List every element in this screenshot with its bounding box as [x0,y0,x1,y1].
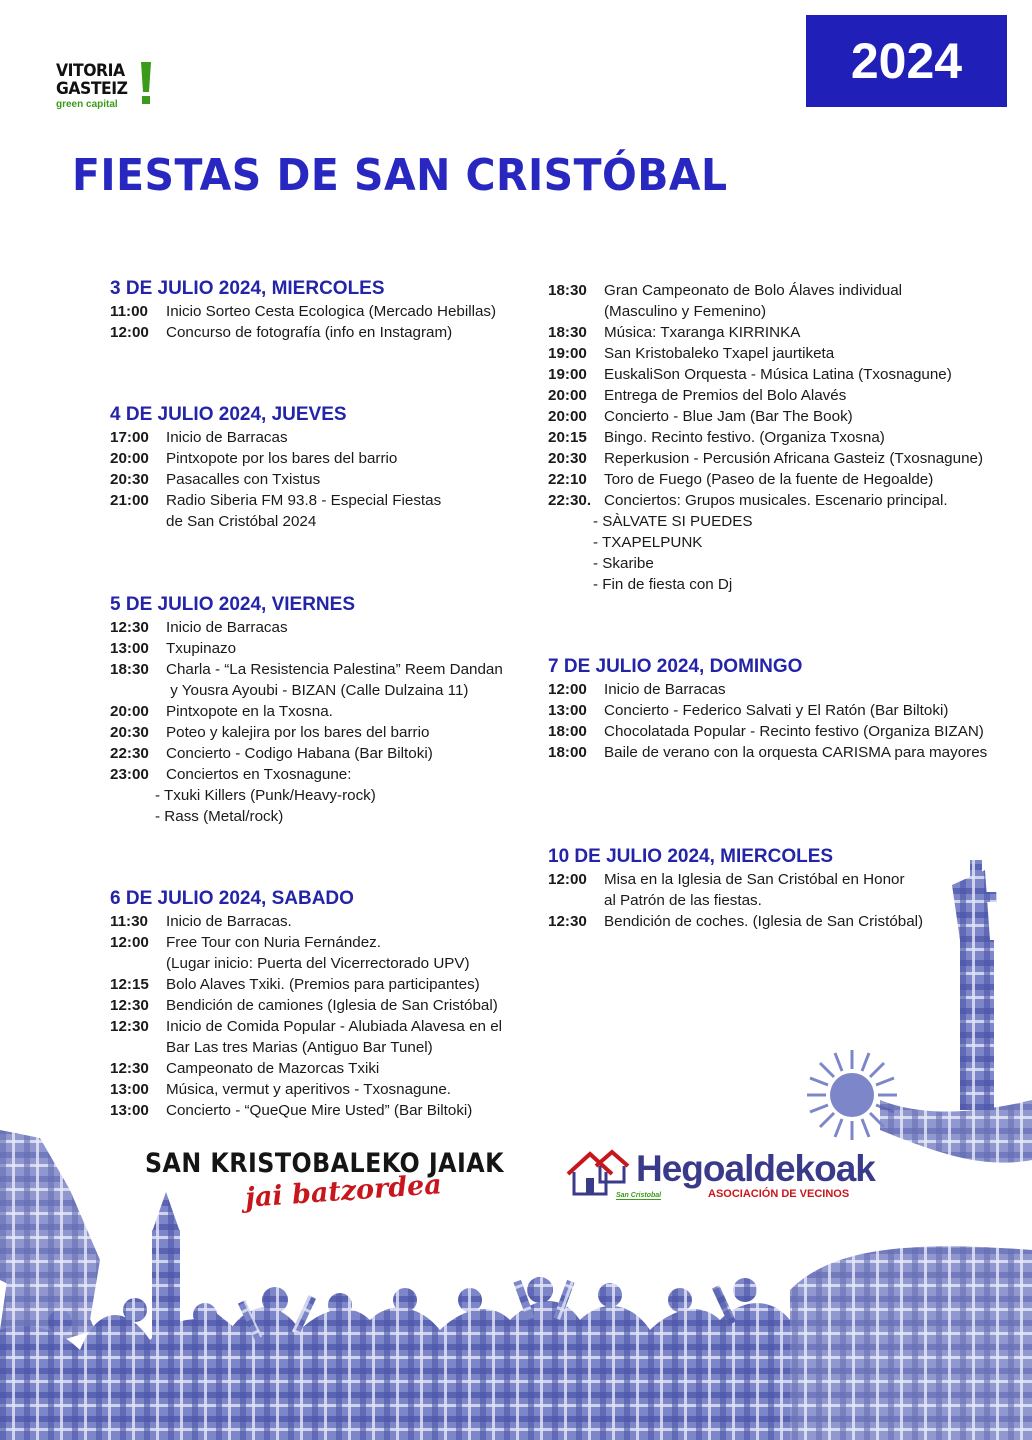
event-description [166,995,498,1016]
event-row [110,469,441,490]
crowd-silhouette [0,1277,790,1440]
event-time: 22:30. [548,492,592,509]
event-description [604,406,853,427]
event-row [110,301,496,322]
event-description [604,679,726,700]
day-block [548,845,923,932]
sub-item: - Rass (Metal/rock) [155,808,284,825]
event-line: Charla - “La Resistencia Palestina” Reem Dandan [166,661,503,678]
year-badge: 2024 [806,15,1007,107]
day-heading: 7 DE JULIO 2024, DOMINGO [548,656,803,677]
event-line: San Kristobaleko Txapel jaurtiketa [604,345,835,362]
event-description [166,659,503,701]
event-time: 18:30 [110,661,149,678]
event-line: Música: Txaranga KIRRINKA [604,324,801,341]
event-line: Bingo. Recinto festivo. (Organiza Txosna) [604,429,885,446]
event-description [166,490,441,532]
event-row [110,932,502,974]
event-row [110,638,503,659]
event-description [604,721,984,742]
hegoaldekoak-logo [566,1148,875,1208]
event-time: 18:30 [548,324,587,341]
event-line: Bar Las tres Marias (Antiguo Bar Tunel) [166,1039,433,1056]
event-time: 12:30 [110,619,149,636]
event-description [604,448,983,469]
event-description [166,911,292,932]
page-title: FIESTAS DE SAN CRISTÓBAL [72,150,728,201]
event-time: 12:00 [110,324,149,341]
event-time: 12:30 [110,1018,149,1035]
event-line: Reperkusion - Percusión Africana Gasteiz (Txosnagune) [604,450,984,467]
event-description [604,280,902,322]
event-time: 20:30 [110,471,149,488]
sub-item: - SÀLVATE SI PUEDES [593,513,753,530]
event-description [166,1079,451,1100]
event-line: Gran Campeonato de Bolo Álaves individual [604,282,903,299]
event-time: 13:00 [110,640,149,657]
day-block [548,280,983,595]
san-kristobaleko-jaiak-logo [145,1148,553,1214]
event-description [166,1100,472,1121]
event-description [604,869,905,911]
event-row [548,364,983,385]
event-time: 19:00 [548,366,587,383]
event-time: 12:00 [110,934,149,951]
event-description [166,301,496,322]
sub-item: - Fin de fiesta con Dj [593,576,733,593]
event-time: 21:00 [110,492,149,509]
event-time: 11:00 [110,303,149,320]
exclamation-icon [141,62,151,102]
event-time: 12:00 [548,681,587,698]
day-heading: 3 DE JULIO 2024, MIERCOLES [110,278,385,299]
event-description [604,742,987,763]
event-line: Campeonato de Mazorcas Txiki [166,1060,380,1077]
event-row [548,406,983,427]
event-line: Pintxopote en la Txosna. [166,703,333,720]
event-time: 11:30 [110,913,149,930]
event-line: Concierto - Codigo Habana (Bar Biltoki) [166,745,433,762]
event-row [548,469,983,490]
left-tower-silhouette [152,1192,218,1400]
event-description [166,701,333,722]
hego-name: Hegoaldekoak [636,1148,875,1189]
event-time: 18:30 [548,282,587,299]
event-time: 20:00 [110,450,149,467]
event-row [548,911,923,932]
event-time: 20:30 [110,724,149,741]
event-row [548,343,983,364]
event-row [548,721,987,742]
event-line: Bolo Alaves Txiki. (Premios para participantes) [166,976,480,993]
event-description [604,427,885,448]
sub-item: - TXAPELPUNK [593,534,703,551]
event-line: Bendición de coches. (Iglesia de San Cristóbal) [604,913,924,930]
event-description [166,722,429,743]
event-time: 13:00 [110,1081,149,1098]
event-line: Música, vermut y aperitivos - Txosnagune. [166,1081,452,1098]
event-row [110,764,503,785]
event-line: Baile de verano con la orquesta CARISMA para mayores [604,744,988,761]
event-line: al Patrón de las fiestas. [604,892,762,909]
event-description [166,469,320,490]
event-time: 22:30 [110,745,149,762]
hego-subtitle: ASOCIACIÓN DE VECINOS [708,1188,850,1200]
day-heading: 10 DE JULIO 2024, MIERCOLES [548,846,834,867]
event-description [604,911,923,932]
event-description [166,427,288,448]
event-line: (Lugar inicio: Puerta del Vicerrectorado UPV) [166,955,470,972]
event-row [548,385,983,406]
logo-line-gasteiz: GASTEIZ [56,79,128,99]
event-line: Radio Siberia FM 93.8 - Especial Fiestas [166,492,442,509]
day-block [110,887,502,1121]
event-line: Concierto - Federico Salvati y El Ratón (Bar Biltoki) [604,702,949,719]
event-row [548,869,923,911]
sun-burst [807,1050,897,1140]
event-line: Inicio de Barracas. [166,913,292,930]
event-line: Conciertos en Txosnagune: [166,766,352,783]
day-block [110,277,496,343]
event-row [110,427,441,448]
event-description [604,700,948,721]
event-description [604,322,800,343]
event-line: Poteo y kalejira por los bares del barrio [166,724,430,741]
event-row [110,974,502,995]
event-line: y Yousra Ayoubi - BIZAN (Calle Dulzaina 11) [166,682,469,699]
event-time: 20:30 [548,450,587,467]
event-description [166,1058,379,1079]
event-line: Pasacalles con Txistus [166,471,321,488]
event-row [110,322,496,343]
event-time: 12:30 [110,1060,149,1077]
day-block [110,593,503,827]
event-description [604,469,933,490]
event-row [110,701,503,722]
event-time: 22:10 [548,471,587,488]
event-description [604,490,948,511]
event-row [110,1100,502,1121]
event-line: Inicio de Barracas [166,429,288,446]
event-description [604,343,834,364]
event-description [166,322,452,343]
event-row [548,700,987,721]
day-heading: 4 DE JULIO 2024, JUEVES [110,404,347,425]
event-line: Inicio de Comida Popular - Alubiada Alavesa en el [166,1018,503,1035]
event-description [166,617,288,638]
event-description [166,448,397,469]
event-time: 12:00 [548,871,587,888]
gazebo-silhouette [180,1312,250,1348]
event-time: 12:15 [110,976,149,993]
event-time: 13:00 [548,702,587,719]
event-row [548,427,983,448]
event-row [548,322,983,343]
event-row [110,448,441,469]
sub-item: - Skaribe [593,555,654,572]
logo-line-green-capital: green capital [56,99,118,110]
event-row [110,490,441,532]
event-time: 13:00 [110,1102,149,1119]
event-description [166,932,470,974]
event-row [548,448,983,469]
event-line: Misa en la Iglesia de San Cristóbal en Honor [604,871,905,888]
event-description [166,974,480,995]
event-time: 18:00 [548,723,587,740]
event-line: de San Cristóbal 2024 [166,513,317,530]
event-time: 23:00 [110,766,149,783]
event-line: Entrega de Premios del Bolo Alavés [604,387,847,404]
skj-subtitle: jai batzordea [244,1169,443,1214]
right-column-silhouette [952,860,997,1110]
event-time: 20:00 [110,703,149,720]
event-row [548,679,987,700]
event-line: Conciertos: Grupos musicales. Escenario principal. [604,492,948,509]
event-description [166,638,236,659]
day-heading: 6 DE JULIO 2024, SABADO [110,888,354,909]
skj-title: SAN KRISTOBALEKO JAIAK [145,1148,504,1179]
event-line: Txupinazo [166,640,237,657]
event-row [548,742,987,763]
event-line: (Masculino y Femenino) [604,303,767,320]
event-line: Toro de Fuego (Paseo de la fuente de Hegoalde) [604,471,934,488]
event-line: Concierto - Blue Jam (Bar The Book) [604,408,853,425]
vitoria-gasteiz-logo [56,62,166,110]
event-description [166,1016,502,1058]
event-description [604,364,952,385]
event-time: 17:00 [110,429,149,446]
event-row [110,995,502,1016]
event-line: Free Tour con Nuria Fernández. [166,934,381,951]
event-line: EuskaliSon Orquesta - Música Latina (Txosnagune) [604,366,952,383]
event-line: Pintxopote por los bares del barrio [166,450,398,467]
event-time: 20:00 [548,408,587,425]
event-line: Concurso de fotografía (info en Instagram) [166,324,453,341]
event-row [110,1079,502,1100]
event-description [166,764,351,785]
event-time: 20:15 [548,429,587,446]
event-time: 12:30 [548,913,587,930]
event-row [110,1058,502,1079]
event-time: 19:00 [548,345,587,362]
event-description [604,385,846,406]
event-line: Bendición de camiones (Iglesia de San Cristóbal) [166,997,498,1014]
day-block [548,655,987,763]
sub-item: - Txuki Killers (Punk/Heavy-rock) [155,787,376,804]
left-plaid-decoration [0,1130,100,1350]
event-row [548,490,983,511]
event-time: 18:00 [548,744,587,761]
day-block [110,403,441,532]
event-description [166,743,433,764]
event-row [110,722,503,743]
hego-small-text: San Cristobal [616,1192,662,1199]
event-row [110,911,502,932]
logo-line-vitoria: VITORIA [56,61,125,81]
event-line: Inicio de Barracas [604,681,726,698]
event-time: 20:00 [548,387,587,404]
event-row [110,659,503,701]
event-row [110,617,503,638]
event-line: Chocolatada Popular - Recinto festivo (Organiza BIZAN) [604,723,984,740]
event-line: Concierto - “QueQue Mire Usted” (Bar Biltoki) [166,1102,473,1119]
day-heading: 5 DE JULIO 2024, VIERNES [110,594,355,615]
event-row [110,743,503,764]
event-row [110,1016,502,1058]
event-line: Inicio de Barracas [166,619,288,636]
event-line: Inicio Sorteo Cesta Ecologica (Mercado Hebillas) [166,303,497,320]
event-row [548,280,983,322]
event-time: 12:30 [110,997,149,1014]
